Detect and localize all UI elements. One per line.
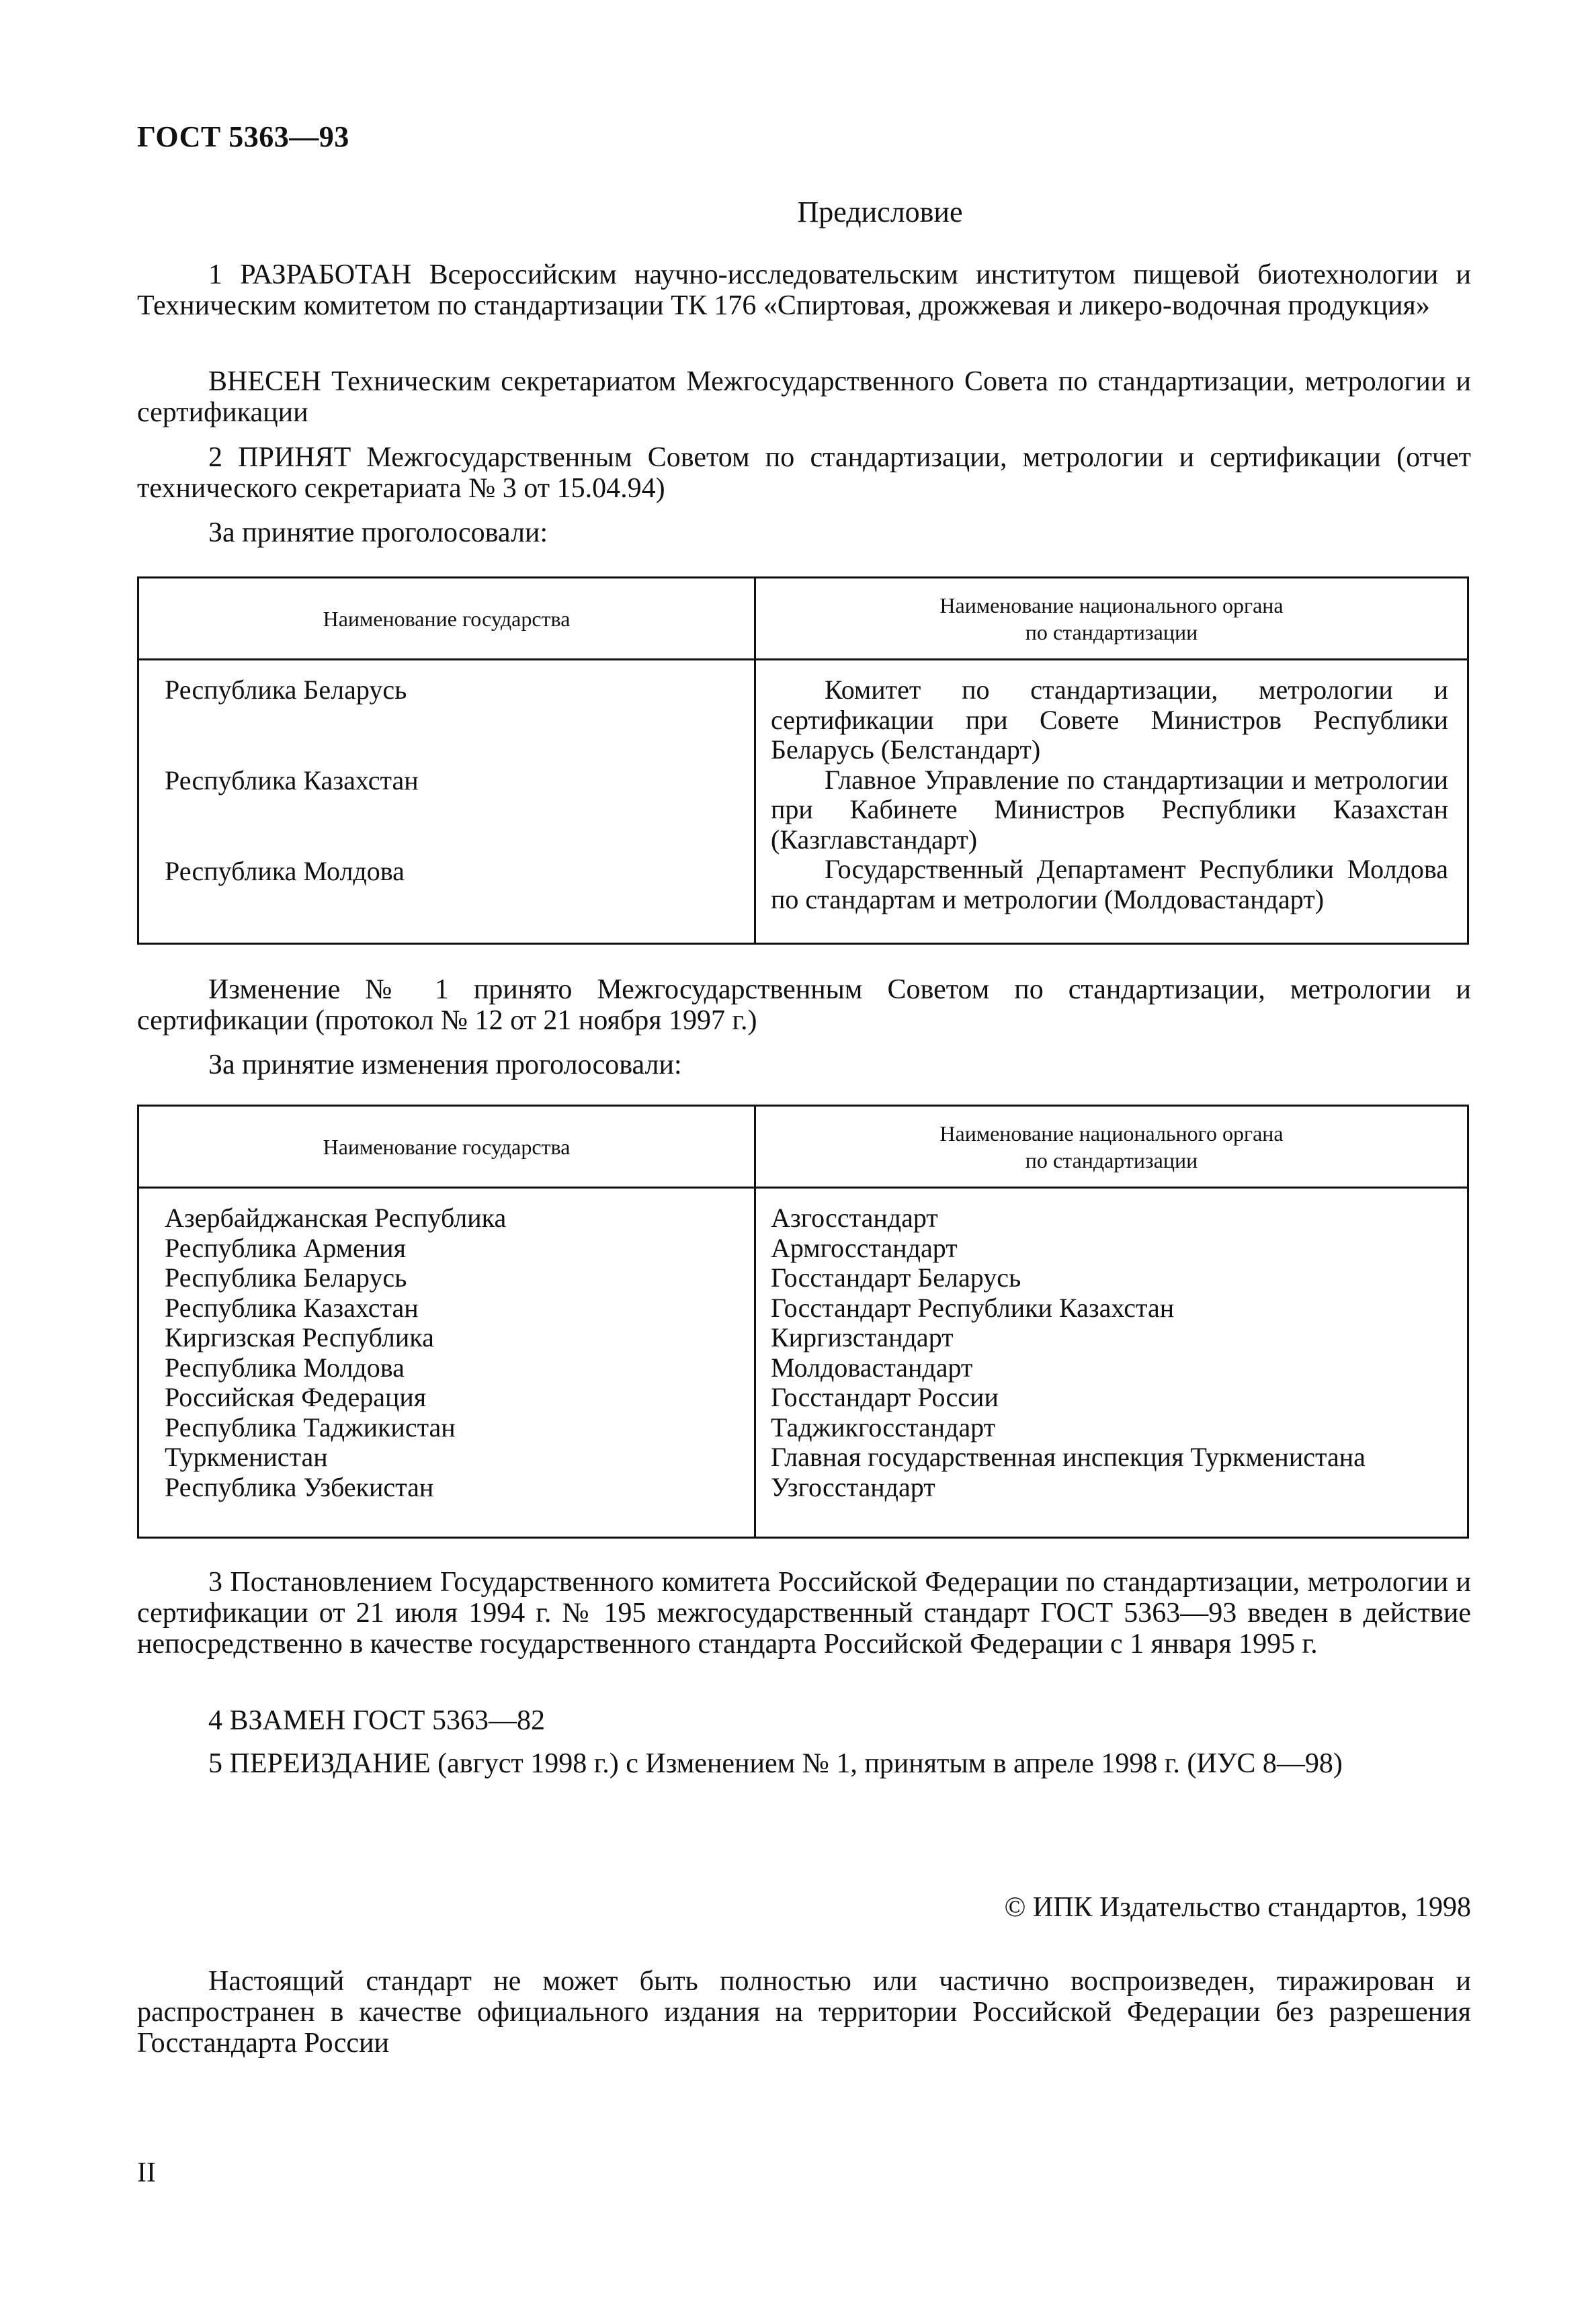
table2-header-org-line1: Наименование национального органа [939,1121,1284,1146]
paragraph-amendment-voted: За принятие изменения проголосовали: [208,1049,682,1080]
paragraph-replaces: 4 ВЗАМЕН ГОСТ 5363—82 [208,1705,545,1736]
paragraph-adopted-by: 2 ПРИНЯТ Межгосударственным Советом по стандартизации, метрологии и сертификации (отчет технического секретариата № 3 от 15.04.94) [137,442,1471,504]
table2-state-column [138,1188,755,1538]
paragraph-introduced-by: ВНЕСЕН Техническим секретариатом Межгосударственного Совета по стандартизации, метрологии и сертификации [137,366,1471,428]
paragraph-developed-by: 1 РАЗРАБОТАН Всероссийским научно-исследовательским институтом пищевой биотехнологии и Техническим комитетом по стандартизации ТК 176 «Спиртовая, дрожжевая и ликеро-водочная продукция» [137,259,1471,321]
table-row: Таджикгосстандарт [771,1412,996,1443]
table-row: Российская Федерация [165,1382,427,1412]
table-row: Республика Казахстан [165,1292,419,1323]
table1-header-org [755,578,1468,660]
table-row: Госстандарт России [771,1382,999,1412]
table-row: Госстандарт Республики Казахстан [771,1292,1175,1323]
table1-header-org-line1: Наименование национального органа [939,593,1284,617]
foreword-title: Предисловие [797,196,963,228]
paragraph-amendment-adopted: Изменение № 1 принято Межгосударственным Советом по стандартизации, метрологии и сертификации (протокол № 12 от 21 ноября 1997 г.) [137,974,1471,1036]
table-row: Азербайджанская Республика [165,1203,507,1233]
table-row: Республика Узбекистан [165,1471,434,1502]
paragraph-enactment: 3 Постановлением Государственного комитета Российской Федерации по стандартизации, метрологии и сертификации от 21 июля 1994 г. № 195 межгосударственный стандарт ГОСТ 5363—93 введен в действие непосредственно в качестве государственного стандарта Российской Федерации с 1 января 1995 г. [137,1567,1471,1660]
table-row: Молдовастандарт [771,1352,973,1383]
table2-header-org [755,1106,1468,1188]
table1-header-org-line2: по стандартизации [1025,619,1198,644]
table-row: Узгосстандарт [771,1471,935,1502]
table-row: Республика Беларусь [165,675,407,705]
table-row: Республика Молдова [165,1352,405,1383]
table-row: Главное Управление по стандартизации и метрологии при Кабинете Министров Республики Казахстан (Казглавстандарт) [771,764,1448,855]
paragraph-voted-for: За принятие проголосовали: [208,517,548,548]
paragraph-reissue: 5 ПЕРЕИЗДАНИЕ (август 1998 г.) с Изменением № 1, принятым в апреле 1998 г. (ИУС 8—98) [208,1748,1343,1779]
table-row: Комитет по стандартизации, метрологии и сертификации при Совете Министров Республики Беларусь (Белстандарт) [771,675,1448,765]
table-row: Республика Беларусь [165,1262,407,1293]
voting-table-1 [137,576,1469,945]
table-row: Республика Казахстан [165,765,419,795]
table1-header-state: Наименование государства [138,578,755,660]
copyright-line: © ИПК Издательство стандартов, 1998 [1004,1892,1471,1923]
reproduction-notice: Настоящий стандарт не может быть полностью или частично воспроизведен, тиражирован и распространен в качестве официального издания на территории Российской Федерации без разрешения Госстандарта России [137,1966,1471,2059]
table-row: Главная государственная инспекция Туркменистана [771,1442,1366,1472]
table1-state-column [138,660,755,944]
table2-header-org-line2: по стандартизации [1025,1148,1198,1172]
table-row: Киргизская Республика [165,1322,434,1352]
table-row: Киргизстандарт [771,1322,954,1352]
page-number: II [137,2157,156,2188]
document-code: ГОСТ 5363—93 [137,120,349,153]
table-row: Азгосстандарт [771,1203,938,1233]
voting-table-2 [137,1105,1469,1539]
table-row: Туркменистан [165,1442,328,1472]
table-row: Государственный Департамент Республики Молдова по стандартам и метрологии (Молдовастандарт) [771,854,1448,914]
table-row: Госстандарт Беларусь [771,1262,1021,1293]
table2-header-state: Наименование государства [138,1106,755,1188]
table-row: Республика Молдова [165,856,405,886]
table2-org-column [755,1188,1468,1538]
table-row: Республика Таджикистан [165,1412,456,1443]
table-row: Армгосстандарт [771,1232,958,1263]
table1-org-column [755,660,1468,944]
table-row: Республика Армения [165,1232,406,1263]
